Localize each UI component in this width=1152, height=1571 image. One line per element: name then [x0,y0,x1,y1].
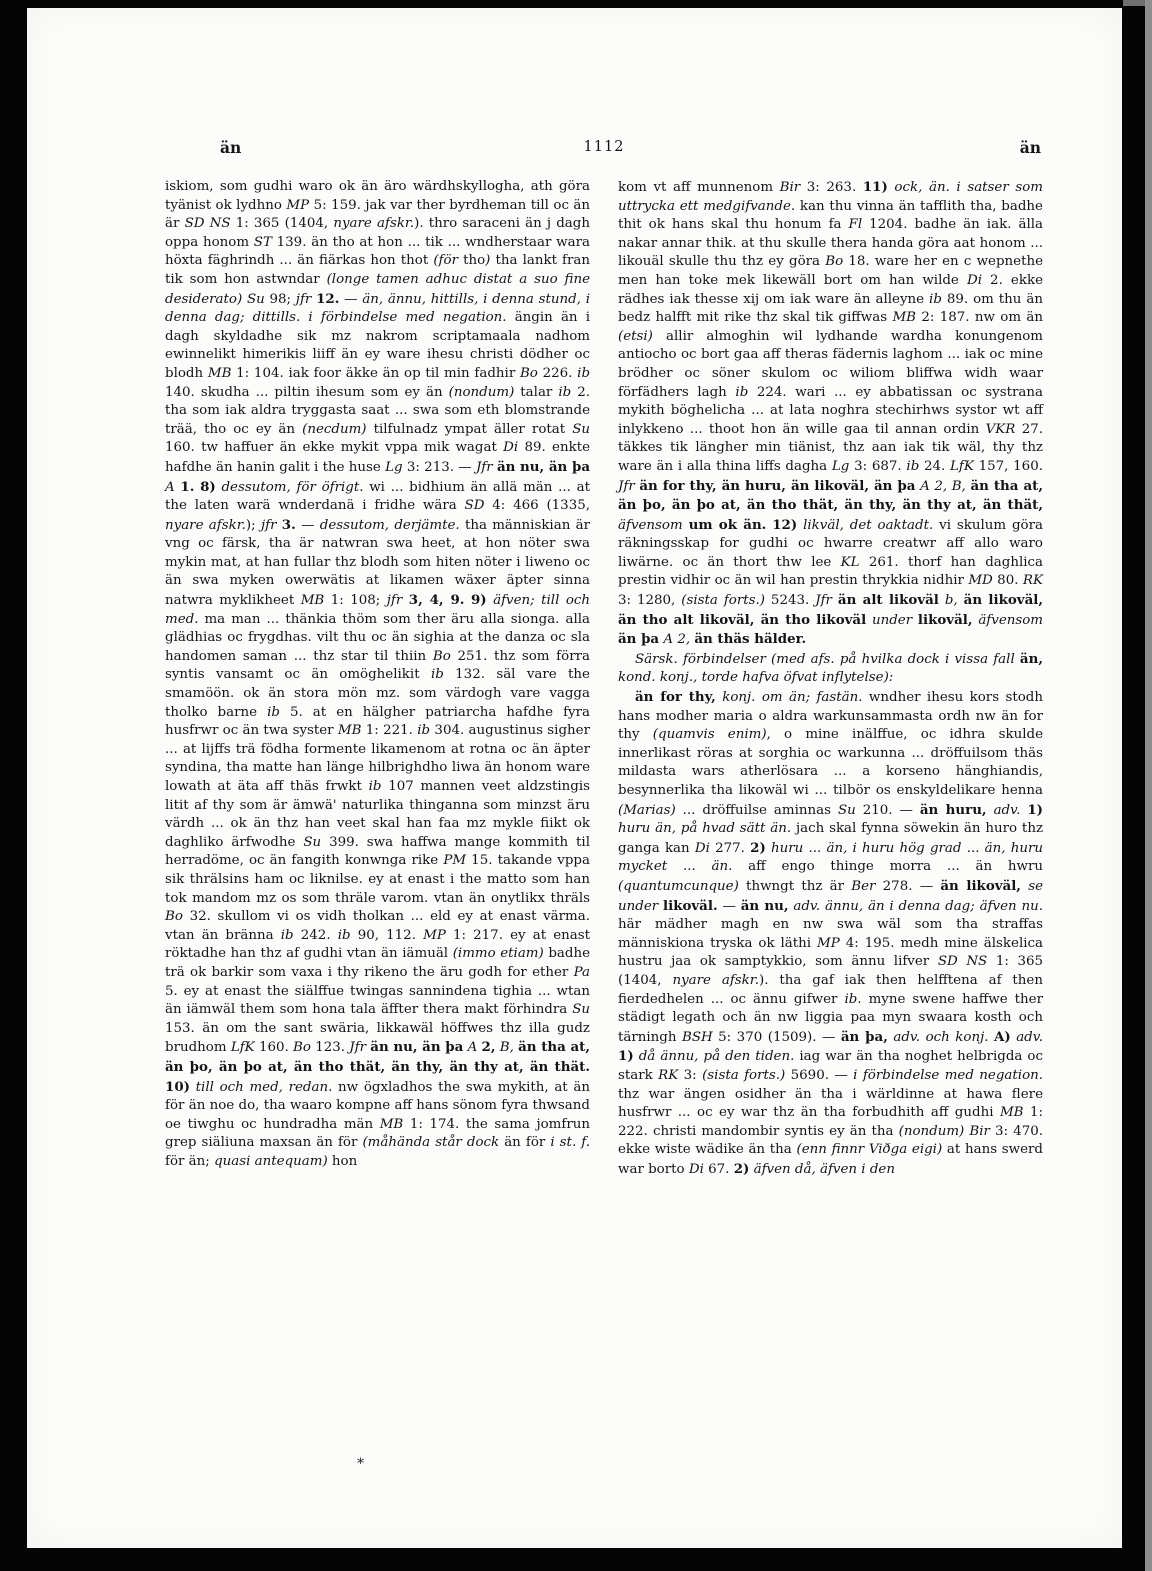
text-body [165,178,1043,1179]
running-head [165,138,1043,162]
scan-edge-top-right [1123,0,1145,6]
headword-right: än [1019,138,1041,157]
text-column-left [165,178,590,1179]
paragraph: iskiom, som gudhi waro ok än äro wärdhskyllogha, ath göra tyänist ok lydhno MP 5: 159. jak var ther byrdheman till oc än är SD NS 1: 365 (1404, nyare afskr.). thro saraceni än j dagh oppa honom ST 139. än tho at hon ... tik ... wndherstaar wara höxta fäghrindh ... än fiärkas hon thot (för tho) tha lankt fran tik som hon astwndar (longe tamen adhuc distat a suo fine desiderato) Su 98; jfr 12. — än, ännu, hittills, i denna stund, i denna dag; dittills. i förbindelse med negation. ängin än i dagh skyldadhe sik mz nakrom scriptamaala nadhom ewinnelikt himerikis liiff än ey ware ihesu christi dödher oc blodh MB 1: 104. iak foor äkke än op til min fadhir Bo 226. ib 140. skudha ... piltin ihesum som ey än (nondum) talar ib 2. tha som iak aldra tryggasta saat ... swa som eth blomstrande trää, tho oc ey än (necdum) tilfulnadz ympat äller rotat Su 160. tw haffuer än ekke mykit vppa mik wagat Di 89. enkte hafdhe än hanin galit i the huse Lg 3: 213. — Jfr än nu, än þa A 1. 8) dessutom, för öfrigt. wi ... bidhium än allä män ... at the laten warä wnderdanä i fridhe wära SD 4: 466 (1335, nyare afskr.); jfr 3. — dessutom, derjämte. tha människian är vng oc färsk, tha är natwran swa heet, at hon nöter swa mykin mat, at han fullar thz blodh som hiten nöter i liweno oc än swa myken owerwätis at likamen wäxer äpter sinna natwra myklikheet MB 1: 108; jfr 3, 4, 9. 9) äfven; till och med. ma man ... thänkia thöm som ther äru alla sionga. alla glädhias oc frygdhas. vilt thu oc än sighia at the danza oc sla handomen saman ... thz star til thiin Bo 251. thz som förra syntis vansamt oc än omöghelikit ib 132. säl vare the smamöön. ok än stora mön mz. som värdogh vare vagga tholko barne ib 5. at en hälgher patriarcha hafdhe fyra husfrwr oc än twa syster MB 1: 221. ib 304. augustinus sigher ... at lijffs trä födha formente likamenom at rotna oc än äpter syndina, tha matte han länge hilbrighdho liwa än honom ware lowath at äta aff thäs frwkt ib 107 mannen veet aldzstingis litit af thy som är ämwä' naturlika thinganna som minzst äru värdh ... ok än thz han veet skal han faa mz mykle fiikt ok daghliko ärfwodhe Su 399. swa haffwa mange kommith til herradöme, oc än fangith konwnga rike PM 15. takande vppa sik thrälsins ham oc liknilse. ey at enast i the matto som han tok mandom mz os som thräle varom. vtan än onytlikx thräls Bo 32. skullom vi os vidh tholkan ... eld ey at enast värma. vtan än bränna ib 242. ib 90, 112. MP 1: 217. ey at enast röktadhe han thz af gudhi vtan än iämuäl (immo etiam) badhe trä ok barkir som vaxa i thy rikeno the äru godh for ether Pa 5. ey at enast the siälffue twingas sannindena tighia ... wtan än iämwäl them som hona tala äffter thera makt förhindra Su 153. än om the sant swäria, likkawäl höffwes thz illa gudz brudhom LfK 160. Bo 123. Jfr än nu, än þa A 2, B, än tha at, än þo, än þo at, än tho thät, än thy, än thy at, än thät. 10) till och med, redan. nw ögxladhos the swa mykith, at än för än noe do, tha waaro kompne aff hans sönom fyra thwsand oe tiwghu oc hundradha män MB 1: 174. the sama jomfrun grep siäliuna maxsan än för (måhända står dock än för i st. f. för än; quasi antequam) hon [165,179,591,1169]
dictionary-page [27,8,1122,1548]
paragraph: än for thy, konj. om än; fastän. wndher ihesu kors stodh hans modher maria o aldra warkunsammasta ordh nw än for thy (quamvis enim), o mine inälffue, oc idhra skulde innerlikast röras at sorghia oc warkunna ... dröffuilsom thäs mildasta wars atherlösara ... a korseno hänghiandis, besynnerlika tha likowäl wi ... tilbör os enskyldelikare henna (Marias) ... dröffuilse aminnas Su 210. — än huru, adv. 1) huru än, på hvad sätt än. jach skal fynna söwekin än huro thz ganga kan Di 277. 2) huru ... än, i huru hög grad ... än, huru mycket ... än. aff engo thinge morra ... än hwru (quantumcunque) thwngt thz är Ber 278. — än likoväl, se under likoväl. — än nu, adv. ännu, än i denna dag; äfven nu. här mädher magh en nw swa wäl som tha straffas människiona tryska ok läthi MP 4: 195. medh mine älskelica hustru jaa ok samptykkio, som ännu lifver SD NS 1: 365 (1404, nyare afskr.). tha gaf iak then helfftena af then fierdedhelen ... oc ännu gifwer ib. myne swene haffwe ther städigt legath och än nw liggia paa myn swaara kosth och tärningh BSH 5: 370 (1509). — än þa, adv. och konj. A) adv. 1) då ännu, på den tiden. iag war än tha noghet helbrigda oc stark RK 3: (sista forts.) 5690. — i förbindelse med negation. thz war ängen osidher än tha i wärldinne at hawa flere husfrwr ... oc ey war thz än tha forbudhith aff gudhi MB 1: 222. christi mandombir syntis ey än tha (nondum) Bir 3: 470. ekke wiste wädike än tha (enn finnr Viðga eigi) at hans swerd war borto Di 67. 2) äfven då, äfven i den [618,689,1044,1177]
text-column-right [618,178,1043,1179]
page-number: 1112 [583,139,625,155]
headword-left: än [220,138,242,157]
paragraph: kom vt aff munnenom Bir 3: 263. 11) ock, än. i satser som uttrycka ett medgifvande. kan thu vinna än tafflith tha, badhe thit ok hans skal thu honum fa Fl 1204. badhe än iak. älla nakar annar thik. at thu skulle thera handa göra aat honom ... likouäl skulle thu thz ey göra Bo 18. ware her en c wepnethe men han toke mek likewäll bort om han wilde Di 2. ekke rädhes iak thesse xij om iak ware än alleyne ib 89. om thu än bedz halfft mit rike thz skal tik giffwas MB 2: 187. nw om än (etsi) allir almoghin wil lydhande wardha konungenom antiocho oc bort gaa aff theras fädernis laghom ... iak oc mine brödher oc söner skulom oc wiliom bliffwa widh waar förfädhers lagh ib 224. wari ... ey abbatissan oc systrana mykith böghelicha ... at lata noghra stechirhws systor wt aff inlykkeno ... thoot hon än wille gaa til annan ordin VKR 27. täkkes tik längher min tiänist, thz aan iak tik wäl, thy thz ware än i alla thina liffs dagha Lg 3: 687. ib 24. LfK 157, 160. Jfr än for thy, än huru, än likoväl, än þa A 2, B, än tha at, än þo, än þo at, än tho thät, än thy, än thy at, än thät, äfvensom um ok än. 12) likväl, det oaktadt. vi skulum göra räkningsskap for gudhi oc hwarre creatwr aff allo waro liwärne. oc än thort thw lee KL 261. thorf han daghlica prestin vidhir oc än wil han prestin thrykkia nidhir MD 80. RK 3: 1280, (sista forts.) 5243. Jfr än alt likoväl b, än likoväl, än tho alt likoväl, än tho likoväl under likoväl, äfvensom än þa A 2, än thäs hälder. [618,179,1044,648]
signature-mark: * [357,1456,364,1472]
paragraph: Särsk. förbindelser (med afs. på hvilka dock i vissa fall än, kond. konj., torde hafva öfvat inflytelse): [618,650,1043,686]
scan-edge-right [1145,0,1152,1571]
